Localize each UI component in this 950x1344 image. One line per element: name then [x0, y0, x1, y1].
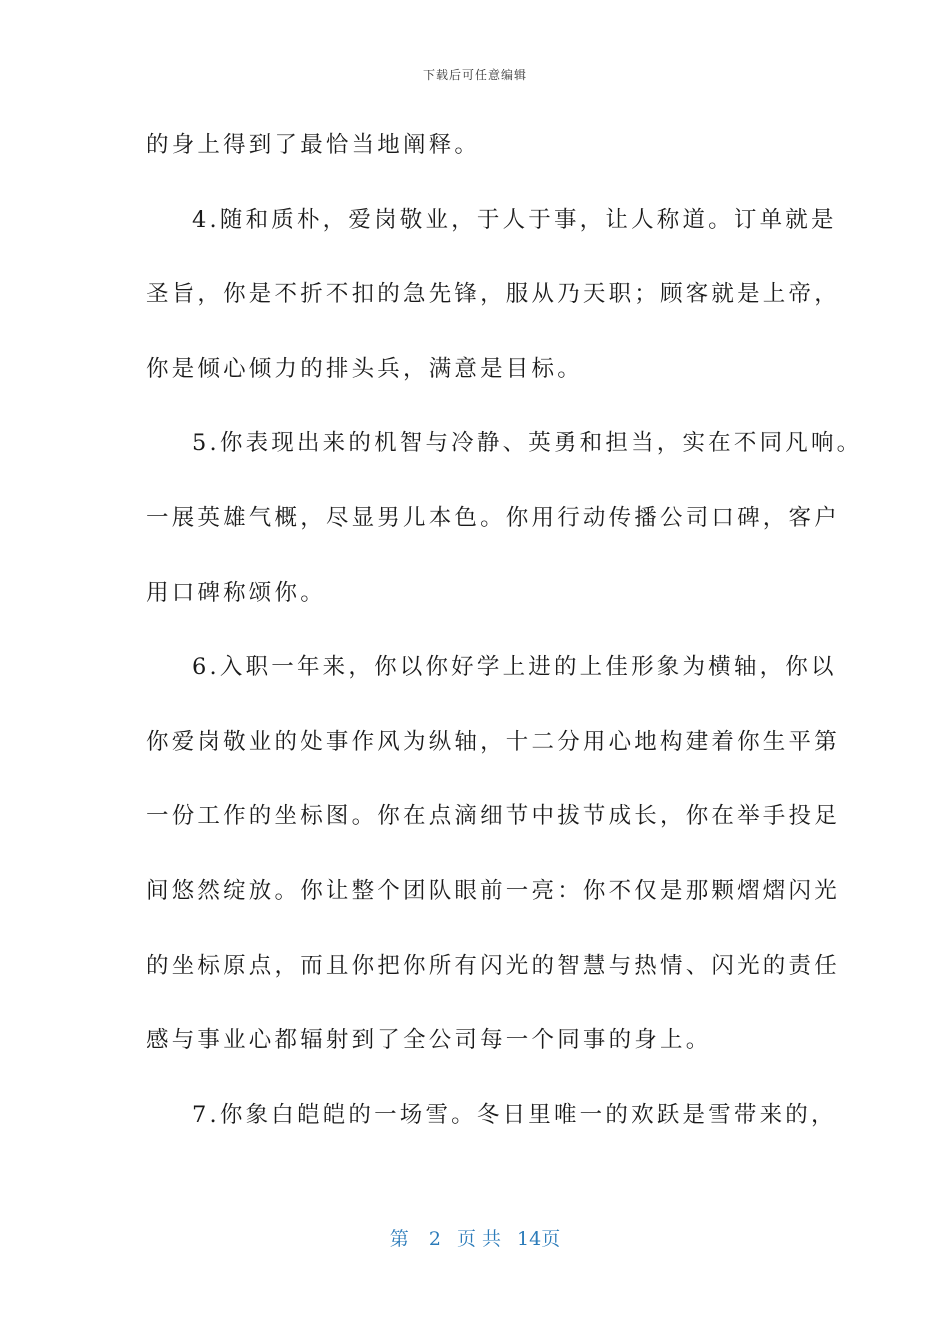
text-line: 你是倾心倾力的排头兵，满意是目标。: [146, 355, 583, 382]
footer-total-pages: 14: [517, 1228, 542, 1250]
footer-middle: 页 共: [456, 1228, 501, 1250]
text-line: 5.你表现出来的机智与冷静、英勇和担当，实在不同凡响。: [192, 430, 863, 457]
text-line: 7.你象白皑皑的一场雪。冬日里唯一的欢跃是雪带来的，: [192, 1101, 837, 1128]
text-line: 4.随和质朴，爱岗敬业，于人于事，让人称道。订单就是: [192, 206, 837, 233]
text-line: 圣旨，你是不折不扣的急先锋，服从乃天职；顾客就是上帝，: [146, 281, 840, 308]
text-line: 间悠然绽放。你让整个团队眼前一亮：你不仅是那颗熠熠闪光: [146, 877, 840, 904]
text-line: 的身上得到了最恰当地阐释。: [146, 132, 481, 158]
text-line: 一展英雄气概，尽显男儿本色。你用行动传播公司口碑，客户: [146, 504, 840, 531]
header-note: 下载后可任意编辑: [422, 68, 527, 82]
footer-page-number: 2: [428, 1228, 441, 1250]
text-line: 的坐标原点，而且你把你所有闪光的智慧与热情、闪光的责任: [146, 952, 840, 979]
text-line: 你爱岗敬业的处事作风为纵轴，十二分用心地构建着你生平第: [146, 728, 840, 755]
body-text: [146, 123, 863, 1167]
page-footer: [0, 1224, 950, 1251]
footer-suffix: 页: [541, 1228, 561, 1250]
footer-prefix: 第: [389, 1228, 409, 1250]
text-line: 6.入职一年来，你以你好学上进的上佳形象为横轴，你以: [192, 654, 837, 681]
text-line: 用口碑称颂你。: [146, 579, 326, 606]
text-line: 一份工作的坐标图。你在点滴细节中拔节成长，你在举手投足: [146, 803, 840, 830]
text-line: 感与事业心都辐射到了全公司每一个同事的身上。: [146, 1027, 712, 1054]
